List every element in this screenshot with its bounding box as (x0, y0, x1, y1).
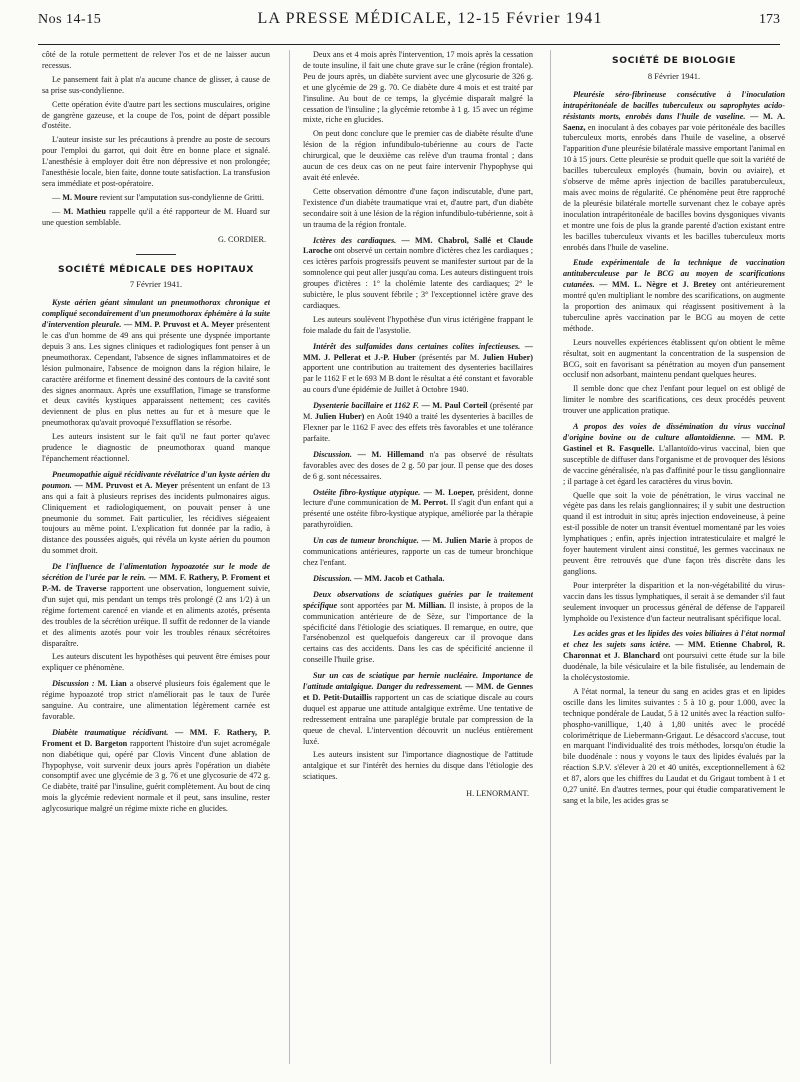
article (303, 450, 533, 483)
journal-title: LA PRESSE MÉDICALE, 12-15 Février 1941 (257, 10, 603, 27)
article-title: Pneumopathie aiguë récidivante révélatrice d'un kyste aérien du poumon. (42, 469, 270, 490)
author-names: — M. A. Saenz, (563, 111, 785, 132)
article-text: présentent le cas d'un homme de 49 ans qui présente une dyspnée importante depuis 3 ans. Les signes cliniques et radiologiques font penser à un pneumothorax. Cependant, l'absence de signes inflammatoires et de lésion pulmonaire, l'absence de moignon dans la région hilaire, le caractère aréiforme et finement dessiné des contours de la cavité sont des signes anormaux. Après une exsufflation, l'image se transforme et deux cavités kystiques apparaissent nettement; ces cavités deviennent de plus en plus nettes au fur et à mesure que le pneumothorax qu'avait provoqué l'exsufflation se résorbe. (42, 320, 270, 428)
column-2 (303, 50, 533, 1064)
society-heading: SOCIÉTÉ MÉDICALE DES HOPITAUX (58, 263, 254, 275)
article (303, 401, 533, 445)
author-names: M. Lian (97, 679, 127, 689)
paragraph: Pour interpréter la disparition et la non-végétabilité du virus-vaccin dans les tissus lymphatiques, il serait à se demander s'il faut seulement invoquer un processus général de défense de l'appareil lymphoïde ou l'existence d'un facteur neutralisant spécifique local. (563, 580, 785, 623)
author-names: — MM. Chabrol, Sallé et Claude Laroche (303, 235, 533, 256)
article (42, 298, 270, 429)
article-title: Sur un cas de sciatique par hernie nucléaire. Importance de l'attitude antalgique. Danger du redressement. (303, 671, 533, 692)
article-text: ont antérieurement montré qu'en multipliant le nombre des scarifications, on augmente la proportion des animaux qui réagissent positivement à la tuberculine après vaccination par le BCG au moyen de cette méthode. (563, 280, 785, 333)
article-title: Les acides gras et les lipides des voies biliaires à l'état normal et chez les sujets sans ictère. (563, 629, 785, 650)
author-names: — MM. P. Gastinel et R. Fasquelle. (563, 433, 785, 453)
paragraph: côté de la rotule permettent de relever l'os et de ne laisser aucun recessus. (42, 50, 270, 70)
author-names: — MM. Etienne Chabrol, R. Charonnat et J. Blanchard (563, 640, 785, 661)
article (303, 574, 533, 585)
article-title: De l'influence de l'alimentation hypoazotée sur le mode de sécrétion de l'urée par le rein. (42, 562, 270, 583)
paragraph: Il semble donc que chez l'enfant pour lequel on est obligé de limiter le nombre des scarifications, ces deux procédés peuvent trouver une application pratique. (563, 384, 785, 416)
session-date: 8 Février 1941. (647, 70, 701, 81)
paragraph: Quelle que soit la voie de pénétration, le virus vaccinal ne végète pas dans les relais ganglionnaires; il y subit une destruction quand il est introduit in situ; après injection endoveineuse, à peine est-il possible de noter un transit éventuel momentané par les voies lymphatiques ; enfin, après injection intratesticulaire et malgré le foyer hautement virulent ainsi constitué, les germes vaccinaux ne peuvent être retrouvés que d'une façon très discrète dans les ganglions. (563, 490, 785, 576)
article-text: L'allantoïdo-virus vaccinal, bien que susceptible de diffuser dans l'organisme et de provoquer des lésions de vaccine généralisée, n'a pas d'affinité pour le tissu ganglionnaire ; il partage à cet égard les caractères du virus bovin. (563, 443, 785, 486)
paragraph: — M. Moure revient sur l'amputation sus-condylienne de Gritti. (52, 192, 264, 202)
article-text: (présenté par M. (303, 401, 533, 422)
author-names: — MM. J. Pellerat et J.-P. Huber (303, 341, 533, 362)
author-names: — MM. de Gennes et D. Petit-Dutaillis (303, 682, 533, 702)
article (303, 671, 533, 747)
paragraph: Les auteurs discutent les hypothèses qui peuvent être émises pour expliquer ce phénomène. (42, 652, 270, 673)
column-3 (563, 50, 785, 1064)
article-text: Il s'agit d'un enfant qui a présenté une ostéite fibro-kystique atypique, améliorée par la thérapie parathyroïdien. (303, 498, 533, 530)
author-names: M. Mathieu (63, 206, 106, 216)
column-divider (289, 50, 290, 1064)
author-names: — M. Loeper, (423, 487, 475, 497)
article (563, 629, 785, 684)
author-names: — M. Julien Marie (421, 536, 491, 546)
article-title: Discussion. (313, 573, 352, 583)
signature: G. CORDIER. (218, 234, 266, 244)
paragraph: L'auteur insiste sur les précautions à prendre au poste de secours pour l'emploi du garrot, qui doit être en bonne place et signalé. L'anesthésie à employer doit être non dépressive et non prolongée; l'anesthésie locale, bien faite, donne toute satisfaction. La transfusion sera immédiate et post-opératoire. (42, 135, 270, 188)
paragraph: Cette opération évite d'autre part les sections musculaires, origine de gangrène gazeuse, et la coupe de l'os, point de départ possible d'ostéite. (42, 99, 270, 131)
author-names: Julien Huber) (314, 412, 365, 422)
article-title: Ictères des cardiaques. (313, 235, 397, 245)
author-names: M. Perrot. (411, 498, 449, 508)
paragraph: Deux ans et 4 mois après l'intervention, 17 mois après la cessation de toute insuline, il fait une chute grave sur le crâne (région frontale). Peu de jours après, un diabète survient avec une glycosurie de 326 g. et une glycémie de 29 g. 70. Ce diabète dure 4 mois et est traité par l'insuline. Au bout de ce temps, la glycémie disparaît malgré la cessation de l'insuline ; la glycémie retombe à 1 g. 15 avec un régime mixte, riche en glucides. (303, 50, 533, 125)
article (42, 728, 270, 815)
article (303, 488, 533, 532)
article (303, 590, 533, 666)
author-names: Julien Huber) (482, 352, 533, 362)
author-names: — MM. Pruvost et A. Meyer (74, 480, 178, 490)
article-title: Pleurésie séro-fibrineuse consécutive à l'inoculation intrapéritonéale de bacilles tuberculeux ou saprophytes acido-résistants morts, enrobés dans l'huile de vaseline. (563, 89, 785, 121)
article-title: Un cas de tumeur bronchique. (313, 536, 419, 546)
author-names: M. Moure (62, 192, 98, 202)
article-text: a observé plusieurs fois également que le régime hypoazoté trop strict n'améliorait pas le taux de l'urée sanguine. Au contraire, une alimentation légèrement carnée est favorable. (42, 679, 270, 721)
author-names: — M. Hillemand (357, 449, 424, 459)
article (303, 236, 533, 312)
article-title: Intérêt des sulfamides dans certaines colites infectieuses. (313, 341, 521, 351)
article-text: apportent une contribution au traitement des dysenteries bacillaires par le 1162 F et le 693 M B dont le résultat a été constant et favorable au cours d'une épidémie de Juillet à Octobre 1940. (303, 363, 533, 395)
article-text: rapportent un cas de sciatique discale au cours duquel est apparue une attitude antalgique extrême. Une tentative de redressement entraîna une paraplégie brutale par compression de la queue de cheval. L'intervention découvrit un nucléus entièrement luxé. (303, 692, 533, 746)
article-title: Discussion : (52, 679, 95, 689)
article-text: rapportent l'histoire d'un sujet acromégale non diabétique qui, opéré par Clovis Vincent d'une ablation de l'hypophyse, voit survenir deux jours après l'opération un diabète consomptif avec une glycémie de 3 g. 76 et une glycosurie de 472 g. Ce diabète, traité par l'insuline, guérit complètement. Au bout de cinq mois la glycémie redevient normale et il peut, sans insuline, rester aglycosurique malgré un régime mixte riche en glucides. (42, 738, 270, 814)
article-title: Ostéite fibro-kystique atypique. (313, 487, 421, 497)
article (42, 562, 270, 649)
page-header (38, 10, 780, 45)
section-rule (136, 254, 176, 255)
paragraph: — M. Mathieu rappelle qu'il a été rapporteur de M. Huard sur une question semblable. (42, 206, 270, 227)
author-names: — MM. F. Rathery, P. Froment et D. Bargeton (42, 727, 270, 748)
article (303, 536, 533, 569)
paragraph: Leurs nouvelles expériences établissent qu'on obtient le même résultat, soit en augmentant la concentration de la suspension de BCG, soit en favorisant sa pénétration au moyen d'un pansement occlusif non adsorbant, maintenu pendant quelques heures. (563, 337, 785, 380)
paragraph: Les auteurs soulèvent l'hypothèse d'un virus ictérigène frappant le foie malade du fait de l'asystolie. (303, 314, 533, 335)
paragraph: A l'état normal, la teneur du sang en acides gras et en lipides oscille dans les limites suivantes : 5 à 10 g. pour 1.000, avec la technique pondérale de Laudat, 5 à 12 unités avec la réaction sulfo-phospho-vanillique, 1,40 à 1,80 unités avec le procédé colorimétrique de Liebermann-Grigaut. Le désaccord s'accuse, tout en marquant l'individualité des trois méthodes, lorsqu'on étudie la bile duodénale : nous y voyons le taux des lipides évalués par la réaction S.P.V. s'élever à 20 et 40 unités, exceptionnellement à 62 et 87, alors que les chiffres du Laudat et du Grigaut tombent à 1 et 0,27 unité. En d'autres termes, pour qui étudie comparativement le sang et la bile, les acides gras se (563, 686, 785, 805)
article-text: n'a pas observé de résultats favorables avec des doses de 2 g. 50 par jour. Il pense que des doses de 6 g. sont nécessaires. (303, 449, 533, 481)
article (42, 679, 270, 723)
article-text: présentent un enfant de 13 ans qui a fait à plusieurs reprises des incidents pulmonaires aigus. Cliniquement et radiologiquement, on pouvait penser à une pneumonie du sommet. Fait particulier, les récidives siégeaient toujours au même point. L'explication fut donnée par la radio, à distance des poussées aiguës, qui révéla un kyste aérien du poumon du sommet droit. (42, 480, 270, 556)
article-text: Il insiste, à propos de la communication antérieure de de Sèze, sur l'importance de la spécificité dans l'étiologie des sciatiques. Il remarque, en outre, que l'arsénobenzol est quelquefois dangereux car il provoque dans certains cas des accidents. Dans les cas de spécificité ancienne il conseille l'huile grise. (303, 600, 533, 665)
author-names: — MM. F. Rathery, P. Froment et P.-M. de Traverse (42, 573, 270, 593)
article-title: Deux observations de sciatiques guéries par le traitement spécifique (303, 589, 533, 610)
session-date: 7 Février 1941. (129, 279, 183, 290)
page-number: 173 (758, 12, 780, 27)
author-names: — MM. Jacob et Cathala. (353, 573, 445, 583)
article-title: Discussion. (313, 449, 352, 459)
article-title: A propos des voies de dissémination du virus vaccinal d'origine bovine ou de culture allantoïdienne. (563, 422, 785, 442)
article-text: en inoculant à des cobayes par voie péritonéale des bacilles tuberculeux morts, enrobés dans l'huile de vaseline, a observé l'apparition d'une pleurésie bilatérale massive emportant l'animal en 10 à 15 jours. Cette pleurésie se produit quelle que soit la variété de bacilles tuberculeux employés (humain, bovin ou aviaire), et s'observe de même après injection de bacilles paratuberculeux, mais avec moins de régularité. Ce phénomène peut être rapproché de la pleurésie bilatérale mortelle survenant chez le cobaye après inoculation intrapéritonéale de bacilles bovins dysgoniques vivants et montre une fois de plus la grande parenté d'action existant entre les bacilles tuberculeux vivants et les bacilles tuberculeux morts enrobés dans l'huile de vaseline. (563, 122, 785, 252)
paragraph: Le pansement fait à plat n'a aucune chance de glisser, à cause de sa prise sus-condylienne. (42, 74, 270, 95)
author-names: — MM. P. Pruvost et A. Meyer (123, 320, 234, 330)
column-1 (42, 50, 270, 1064)
author-names: M. Millian. (405, 600, 447, 610)
article (563, 90, 785, 254)
article-text: en Août 1940 a traité les dysenteries à bacilles de Flexner par le 1162 F avec des effets très favorables et une tolérance parfaite. (303, 412, 533, 443)
article-text: ont observé un certain nombre d'ictères chez les cardiaques ; ces ictères parfois progressifs peuvent se manifester surtout par de la somnolence qui peut aller jusqu'au coma. Les auteurs distinguent trois groupes d'ictères : 1° la cholémie latente des cardiaques; 2° le subictère, le plus souvent fébrile ; 3° l'exceptionnel ictère grave des cardiaques. (303, 246, 533, 310)
paragraph: Cette observation démontre d'une façon indiscutable, d'une part, l'existence d'un diabète traumatique vrai et, d'autre part, d'un diabète secondaire soit à une lésion de la région infundibulo-tubérienne, soit à un trauma de la région frontale. (303, 186, 533, 229)
paragraph-text: rappelle qu'il a été rapporteur de M. Huard sur une question semblable. (42, 206, 270, 227)
paragraph: On peut donc conclure que le premier cas de diabète résulte d'une lésion de la région infundibulo-tubérienne au cours de l'acte chirurgical, que le deuxième cas relève d'un trauma frontal ; dans aucun de ces deux cas on ne peut faire intervenir l'hypophyse qui avait été enlevée. (303, 129, 533, 182)
paragraph: Les auteurs insistent sur le fait qu'il ne faut porter qu'avec prudence le diagnostic de pneumothorax quand manque l'épanchement réactionnel. (42, 432, 270, 463)
author-names: — MM. L. Nègre et J. Bretey (599, 280, 717, 290)
article-text: à propos de communications antérieures, rapporte un cas de tumeur bronchique chez l'enfant. (303, 536, 533, 567)
article-title: Etude expérimentale de la technique de vaccination antituberculeuse par le BCG au moyen de scarifications cutanées. (563, 258, 785, 290)
article-text: (présentés par M. (419, 352, 480, 362)
paragraph-text: revient sur l'amputation sus-condylienne de Gritti. (99, 192, 264, 202)
article (563, 258, 785, 334)
article-text: rapportent une observation, longuement suivie, d'un sujet qui, mis pendant un temps très prolongé (2 ans 1/2) à un régime fortement carencé en viande et en aliments azotés, présenta des troubles de la sécrétion uréique. Il suffit de redonner de la viande et des aliments azotés pour voir les troubles rénaux sécrétoires disparaître. (42, 583, 270, 648)
article-title: Dysenterie bacillaire et 1162 F. (313, 401, 420, 411)
article-text: président, donne lecture d'une communication de (303, 487, 533, 508)
issue-number: Nos 14-15 (38, 12, 102, 27)
paragraph: Les auteurs insistent sur l'importance diagnostique de l'attitude antalgique et sur l'intérêt des hernies du disque dans l'étiologie des sciatiques. (303, 750, 533, 782)
article (42, 470, 270, 557)
article (563, 422, 785, 487)
article-text: ont poursuivi cette étude sur la bile duodénale, la bile vésiculaire et la bile fistulisée, au lendemain de la cholécystostomie. (563, 651, 785, 683)
article-title: Diabète traumatique récidivant. (52, 727, 169, 737)
article (303, 342, 533, 397)
author-names: — M. Paul Corteil (421, 401, 488, 411)
society-heading: SOCIÉTÉ DE BIOLOGIE (612, 55, 736, 66)
column-divider (550, 50, 551, 1064)
article-title: Kyste aérien géant simulant un pneumothorax chronique et compliqué secondairement d'un pneumothorax éphémère à la suite d'intervention pleurale. (42, 298, 270, 330)
article-text: sont apportées par (340, 600, 403, 610)
signature: H. LENORMANT. (466, 789, 529, 799)
